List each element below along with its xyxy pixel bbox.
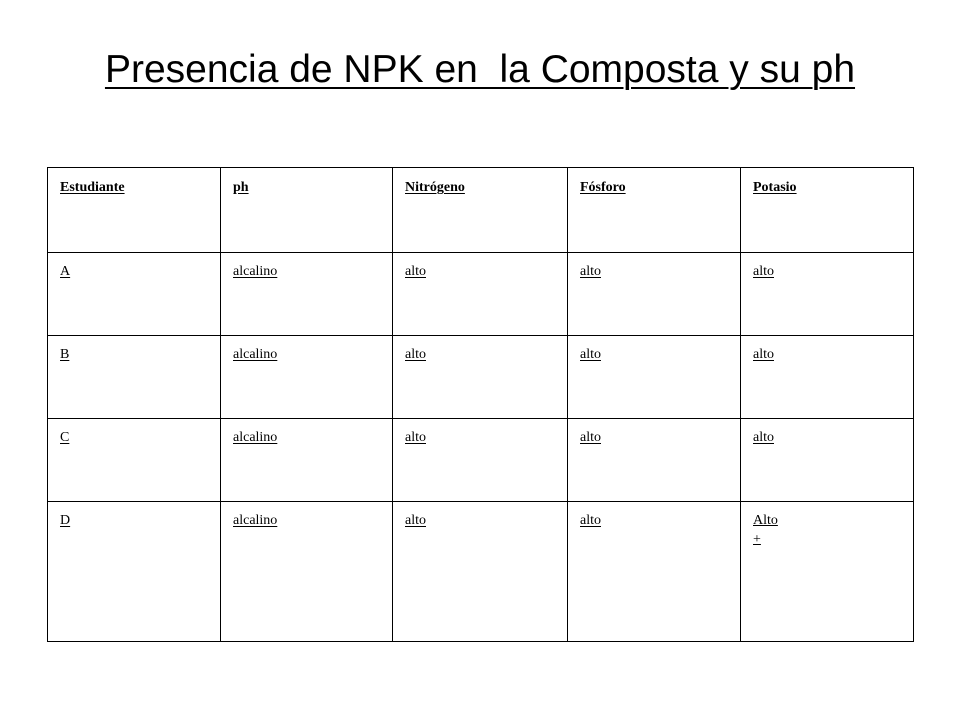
header-ph: ph xyxy=(221,168,393,253)
cell-estudiante: C xyxy=(48,419,221,502)
table-row xyxy=(48,253,914,336)
cell-potasio xyxy=(741,502,914,642)
header-potasio: Potasio xyxy=(741,168,914,253)
table-row xyxy=(48,502,914,642)
cell-potasio-extra: + xyxy=(753,532,761,547)
cell-nitrogeno: alto xyxy=(393,502,568,642)
cell-estudiante: B xyxy=(48,336,221,419)
cell-estudiante: A xyxy=(48,253,221,336)
table-row xyxy=(48,419,914,502)
cell-potasio: alto xyxy=(741,253,914,336)
header-estudiante: Estudiante xyxy=(48,168,221,253)
cell-fosforo: alto xyxy=(568,419,741,502)
slide-title: Presencia de NPK en la Composta y su ph xyxy=(104,48,856,91)
cell-potasio: alto xyxy=(741,419,914,502)
npk-table xyxy=(47,167,914,642)
cell-fosforo: alto xyxy=(568,253,741,336)
table-header-row xyxy=(48,168,914,253)
cell-nitrogeno: alto xyxy=(393,419,568,502)
cell-ph: alcalino xyxy=(221,253,393,336)
table-row xyxy=(48,336,914,419)
cell-ph: alcalino xyxy=(221,419,393,502)
cell-potasio-value: Alto xyxy=(753,513,778,528)
cell-nitrogeno: alto xyxy=(393,336,568,419)
cell-ph: alcalino xyxy=(221,502,393,642)
cell-estudiante: D xyxy=(48,502,221,642)
cell-potasio: alto xyxy=(741,336,914,419)
cell-fosforo: alto xyxy=(568,336,741,419)
header-fosforo: Fósforo xyxy=(568,168,741,253)
cell-ph: alcalino xyxy=(221,336,393,419)
header-nitrogeno: Nitrógeno xyxy=(393,168,568,253)
cell-nitrogeno: alto xyxy=(393,253,568,336)
cell-fosforo: alto xyxy=(568,502,741,642)
